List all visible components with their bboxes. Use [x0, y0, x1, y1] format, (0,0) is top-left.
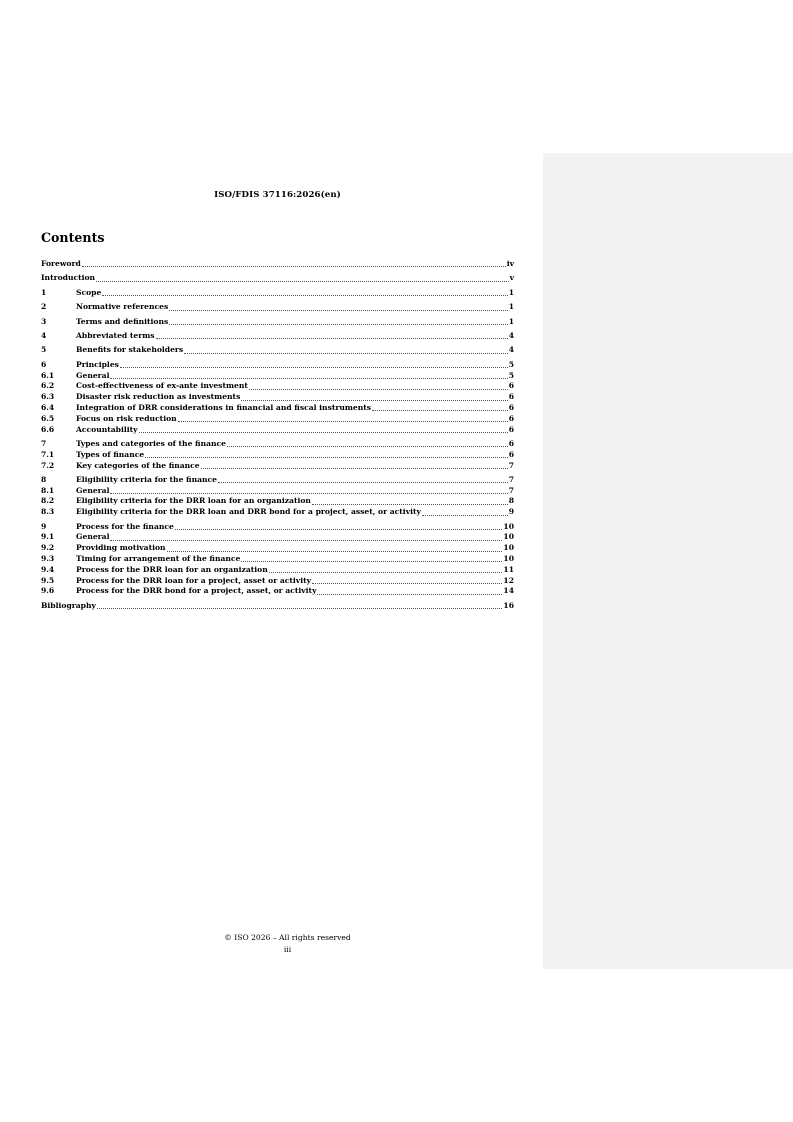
toc-entry-page: 1 — [508, 316, 514, 326]
toc-dot-leader — [156, 337, 508, 339]
toc-entry-title: Process for the DRR bond for a project, asset, or activity — [76, 586, 317, 596]
toc-entry-page: 9 — [508, 507, 514, 517]
toc-dot-leader — [201, 467, 508, 469]
toc-entry[interactable] — [41, 486, 514, 497]
toc-entry-number: 7 — [41, 438, 47, 448]
toc-entry-page: 12 — [503, 575, 514, 585]
toc-dot-leader — [249, 388, 508, 390]
toc-dot-leader — [312, 582, 502, 584]
toc-dot-leader — [110, 539, 502, 541]
toc-dot-leader — [97, 607, 503, 609]
toc-entry[interactable] — [41, 586, 514, 597]
toc-entry-page: 4 — [508, 330, 514, 340]
toc-entry-page: 14 — [503, 586, 514, 596]
toc-entry-number: 1 — [41, 287, 47, 297]
toc-entry-number: 6 — [41, 359, 47, 369]
toc-entry-page: 7 — [508, 474, 514, 484]
toc-entry-number: 6.6 — [41, 424, 55, 434]
toc-entry-page: 10 — [503, 543, 514, 553]
page-number: iii — [283, 945, 292, 954]
toc-entry-title: Types and categories of the finance — [76, 438, 226, 448]
toc-entry-page: 16 — [503, 600, 514, 610]
toc-dot-leader — [110, 492, 507, 494]
toc-dot-leader — [167, 550, 503, 552]
table-of-contents — [41, 259, 514, 612]
toc-entry[interactable] — [41, 302, 514, 313]
toc-dot-leader — [96, 280, 508, 282]
toc-entry-page: 6 — [508, 402, 514, 412]
toc-entry[interactable] — [41, 507, 514, 518]
toc-entry-page: 4 — [508, 345, 514, 355]
toc-entry-number: 6.1 — [41, 370, 55, 380]
toc-entry-page: 1 — [508, 287, 514, 297]
toc-entry-title: Normative references — [76, 302, 169, 312]
toc-entry-page: 6 — [508, 392, 514, 402]
toc-dot-leader — [175, 528, 503, 530]
toc-entry-page: 1 — [508, 302, 514, 312]
toc-dot-leader — [269, 571, 503, 573]
toc-entry-title: Providing motivation — [76, 543, 166, 553]
toc-entry-title: Disaster risk reduction as investments — [76, 392, 241, 402]
toc-entry-title: Terms and definitions — [76, 316, 169, 326]
toc-dot-leader — [145, 456, 508, 458]
toc-dot-leader — [102, 294, 507, 296]
toc-entry-title: Eligibility criteria for the DRR loan and DRR bond for a project, asset, or activity — [76, 507, 421, 517]
toc-entry-page: 7 — [508, 460, 514, 470]
toc-entry-title: Cost-effectiveness of ex-ante investment — [76, 381, 248, 391]
toc-entry[interactable] — [41, 554, 514, 565]
toc-entry-number: 8 — [41, 474, 47, 484]
toc-dot-leader — [422, 514, 508, 516]
toc-entry-number: 8.2 — [41, 496, 55, 506]
toc-entry-title: Accountability — [76, 424, 138, 434]
toc-entry[interactable] — [41, 543, 514, 554]
toc-entry-title: Bibliography — [41, 600, 96, 610]
toc-entry-page: 10 — [503, 554, 514, 564]
toc-dot-leader — [184, 352, 507, 354]
toc-dot-leader — [169, 309, 507, 311]
toc-dot-leader — [241, 560, 502, 562]
toc-dot-leader — [312, 503, 508, 505]
toc-entry[interactable] — [41, 461, 514, 472]
toc-entry[interactable] — [41, 532, 514, 543]
toc-entry[interactable] — [41, 392, 514, 403]
toc-entry[interactable] — [41, 259, 514, 270]
toc-entry[interactable] — [41, 414, 514, 425]
toc-dot-leader — [241, 399, 507, 401]
toc-dot-leader — [178, 420, 508, 422]
toc-entry-page: iv — [506, 259, 514, 268]
toc-entry-page: v — [509, 273, 514, 283]
toc-entry[interactable] — [41, 475, 514, 486]
toc-entry-number: 7.1 — [41, 449, 55, 459]
toc-entry-number: 7.2 — [41, 460, 55, 470]
toc-entry-title: Process for the DRR loan for an organization — [76, 564, 268, 574]
toc-entry-number: 6.3 — [41, 392, 55, 402]
toc-entry-number: 9.2 — [41, 543, 55, 553]
toc-entry-title: General — [76, 370, 110, 380]
toc-entry-number: 2 — [41, 302, 47, 312]
toc-entry-title: Introduction — [41, 273, 96, 283]
document-header: ISO/FDIS 37116:2026(en) — [214, 190, 341, 200]
toc-entry-number: 6.5 — [41, 413, 55, 423]
toc-entry[interactable] — [41, 360, 514, 371]
toc-entry-number: 5 — [41, 345, 47, 355]
toc-entry[interactable] — [41, 381, 514, 392]
toc-entry-page: 7 — [508, 485, 514, 495]
comment-pane — [543, 153, 793, 969]
toc-entry-title: Foreword — [41, 259, 81, 268]
toc-entry-title: Key categories of the finance — [76, 460, 200, 470]
toc-entry-page: 6 — [508, 438, 514, 448]
toc-entry[interactable] — [41, 317, 514, 328]
toc-entry[interactable] — [41, 522, 514, 533]
toc-entry-title: Focus on risk reduction — [76, 413, 177, 423]
toc-entry[interactable] — [41, 576, 514, 587]
toc-entry-page: 6 — [508, 413, 514, 423]
toc-entry-title: Types of finance — [76, 449, 145, 459]
toc-entry[interactable] — [41, 439, 514, 450]
toc-entry-title: Benefits for stakeholders — [76, 345, 184, 355]
toc-entry-number: 6.2 — [41, 381, 55, 391]
toc-dot-leader — [139, 431, 508, 433]
toc-entry[interactable] — [41, 565, 514, 576]
toc-dot-leader — [218, 481, 508, 483]
copyright-notice: © ISO 2026 – All rights reserved — [224, 933, 351, 942]
toc-entry[interactable] — [41, 331, 514, 342]
toc-entry-number: 8.1 — [41, 485, 55, 495]
toc-entry[interactable] — [41, 496, 514, 507]
toc-entry-number: 4 — [41, 330, 47, 340]
toc-entry[interactable] — [41, 450, 514, 461]
toc-dot-leader — [82, 265, 506, 267]
toc-entry-page: 6 — [508, 449, 514, 459]
toc-entry-number: 9.1 — [41, 532, 55, 542]
toc-entry-page: 10 — [503, 532, 514, 542]
toc-entry-page: 11 — [503, 564, 514, 574]
toc-entry[interactable] — [41, 403, 514, 414]
toc-entry[interactable] — [41, 371, 514, 382]
toc-entry-title: Process for the finance — [76, 521, 174, 531]
toc-entry-number: 3 — [41, 316, 47, 326]
toc-entry-number: 9.6 — [41, 586, 55, 596]
toc-entry-page: 6 — [508, 424, 514, 434]
toc-entry-title: Scope — [76, 287, 102, 297]
toc-entry-title: Principles — [76, 359, 119, 369]
toc-dot-leader — [372, 409, 508, 411]
toc-entry-title: Eligibility criteria for the DRR loan for an organization — [76, 496, 311, 506]
toc-entry-page: 8 — [508, 496, 514, 506]
toc-entry-number: 6.4 — [41, 402, 55, 412]
toc-entry-title: Abbreviated terms — [76, 330, 155, 340]
toc-entry-page: 5 — [508, 370, 514, 380]
toc-entry-page: 10 — [503, 521, 514, 531]
toc-dot-leader — [110, 377, 507, 379]
toc-entry[interactable] — [41, 273, 514, 284]
toc-entry[interactable] — [41, 601, 514, 612]
toc-entry[interactable] — [41, 345, 514, 356]
toc-entry-number: 9 — [41, 521, 47, 531]
toc-entry-title: General — [76, 485, 110, 495]
toc-entry-number: 8.3 — [41, 507, 55, 517]
toc-entry-title: Eligibility criteria for the finance — [76, 474, 217, 484]
toc-entry[interactable] — [41, 425, 514, 436]
toc-dot-leader — [169, 323, 507, 325]
toc-dot-leader — [317, 593, 502, 595]
toc-entry-number: 9.4 — [41, 564, 55, 574]
toc-dot-leader — [227, 445, 508, 447]
toc-entry-title: Integration of DRR considerations in financial and fiscal instruments — [76, 402, 372, 412]
toc-entry-page: 5 — [508, 359, 514, 369]
toc-entry-number: 9.5 — [41, 575, 55, 585]
toc-entry-title: General — [76, 532, 110, 542]
toc-entry-title: Timing for arrangement of the finance — [76, 554, 241, 564]
toc-dot-leader — [120, 366, 508, 368]
toc-entry[interactable] — [41, 288, 514, 299]
toc-entry-page: 6 — [508, 381, 514, 391]
toc-entry-title: Process for the DRR loan for a project, asset or activity — [76, 575, 312, 585]
contents-heading: Contents — [41, 230, 105, 245]
toc-entry-number: 9.3 — [41, 554, 55, 564]
page-footer — [41, 932, 534, 956]
